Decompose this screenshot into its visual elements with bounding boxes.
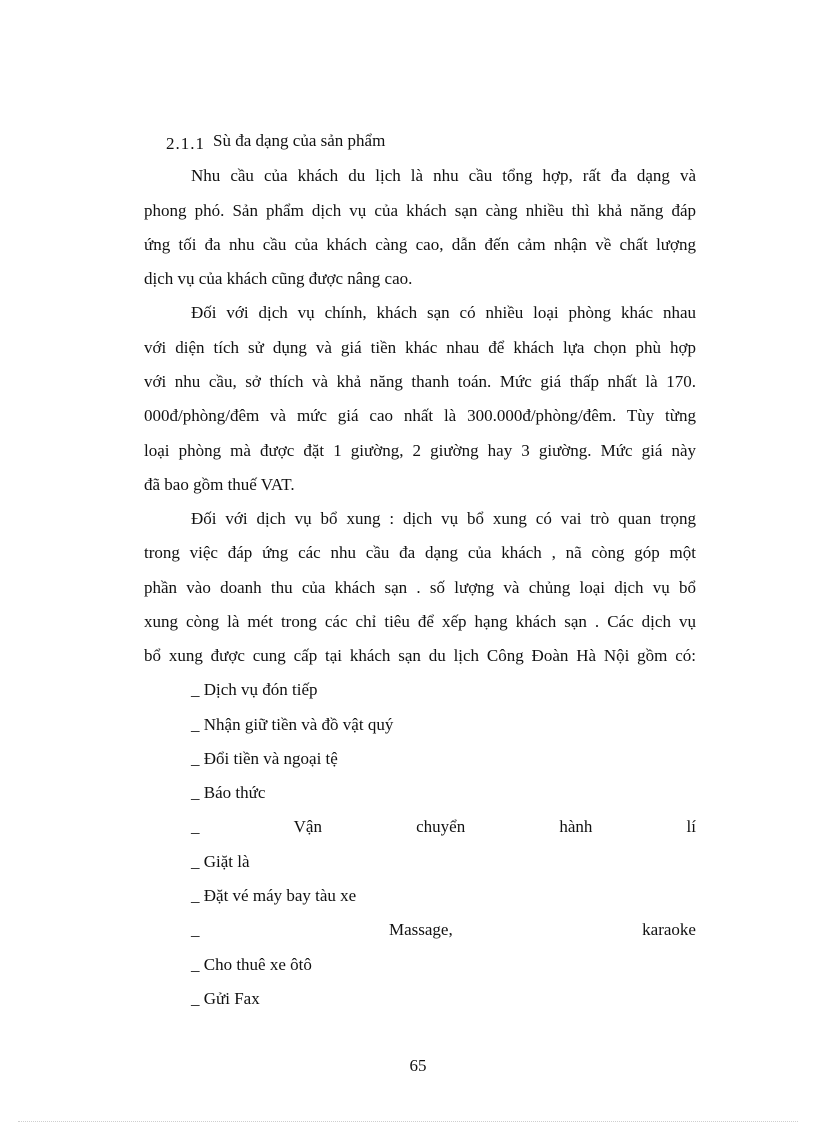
paragraph-2-line-3: với nhu cầu, sở thích và khả năng thanh toán. Mức giá thấp nhất là 170.	[144, 372, 696, 391]
list-item-ticket-booking: _ Đặt vé máy bay tàu xe	[191, 886, 357, 905]
page-number: 65	[409, 1056, 427, 1075]
paragraph-3-line-3: phần vào doanh thu của khách sạn . số lượng và chủng loại dịch vụ bổ	[144, 578, 696, 597]
list-word: hành	[559, 817, 593, 836]
paragraph-3-line-2: trong việc đáp ứng các nhu cầu đa dạng của khách , nã còng góp một	[144, 543, 696, 562]
list-word: Massage,	[388, 920, 453, 939]
paragraph-1-line-2: phong phó. Sản phẩm dịch vụ của khách sạn càng nhiều thì khả năng đáp	[144, 201, 696, 220]
list-word: chuyển	[416, 817, 466, 836]
list-word: lí	[686, 817, 696, 836]
paragraph-3-line-1: Đối với dịch vụ bổ xung : dịch vụ bổ xung có vai trò quan trọng	[191, 509, 696, 528]
list-item-welcome-service: _ Dịch vụ đón tiếp	[191, 680, 318, 699]
list-item-wake-up-call: _ Báo thức	[191, 783, 266, 802]
list-item-car-rental: _ Cho thuê xe ôtô	[191, 955, 312, 974]
paragraph-2-line-1: Đối với dịch vụ chính, khách sạn có nhiều loại phòng khác nhau	[191, 303, 696, 322]
list-item-laundry: _ Giặt là	[191, 852, 250, 871]
list-item-valuables-storage: _ Nhận giữ tiền và đồ vật quý	[191, 715, 394, 734]
section-title: Sù đa dạng của sản phẩm	[213, 131, 386, 150]
paragraph-2-line-5: loại phòng mà được đặt 1 giường, 2 giường hay 3 giường. Mức giá này	[144, 441, 696, 460]
paragraph-3-line-5: bổ xung được cung cấp tại khách sạn du lịch Công Đoàn Hà Nội gồm có:	[144, 646, 696, 665]
paragraph-1-line-4: dịch vụ của khách cũng được nâng cao.	[144, 269, 413, 288]
bottom-divider	[18, 1121, 798, 1122]
paragraph-2-line-2: với diện tích sử dụng và giá tiền khác nhau để khách lựa chọn phù hợp	[144, 338, 696, 357]
list-item-currency-exchange: _ Đổi tiền và ngoại tệ	[191, 749, 338, 768]
list-bullet: _	[191, 920, 200, 939]
paragraph-1-line-1: Nhu cầu của khách du lịch là nhu cầu tổng hợp, rất đa dạng và	[191, 166, 696, 185]
list-bullet: _	[191, 817, 200, 836]
paragraph-2-line-6: đã bao gồm thuế VAT.	[144, 475, 295, 494]
list-word: karaoke	[642, 920, 696, 939]
section-heading	[166, 130, 385, 152]
list-item-luggage-transport	[191, 816, 696, 838]
paragraph-2-line-4: 000đ/phòng/đêm và mức giá cao nhất là 300.000đ/phòng/đêm. Tùy từng	[144, 406, 696, 425]
paragraph-1-line-3: ứng tối đa nhu cầu của khách càng cao, dẫn đến cảm nhận về chất lượng	[144, 235, 696, 254]
list-word: Vận	[293, 817, 322, 836]
section-number: 2.1.1	[166, 134, 205, 153]
list-item-fax: _ Gửi Fax	[191, 989, 260, 1008]
paragraph-3-line-4: xung còng là mét trong các chỉ tiêu để xếp hạng khách sạn . Các dịch vụ	[144, 612, 696, 631]
list-item-massage-karaoke	[191, 919, 696, 941]
